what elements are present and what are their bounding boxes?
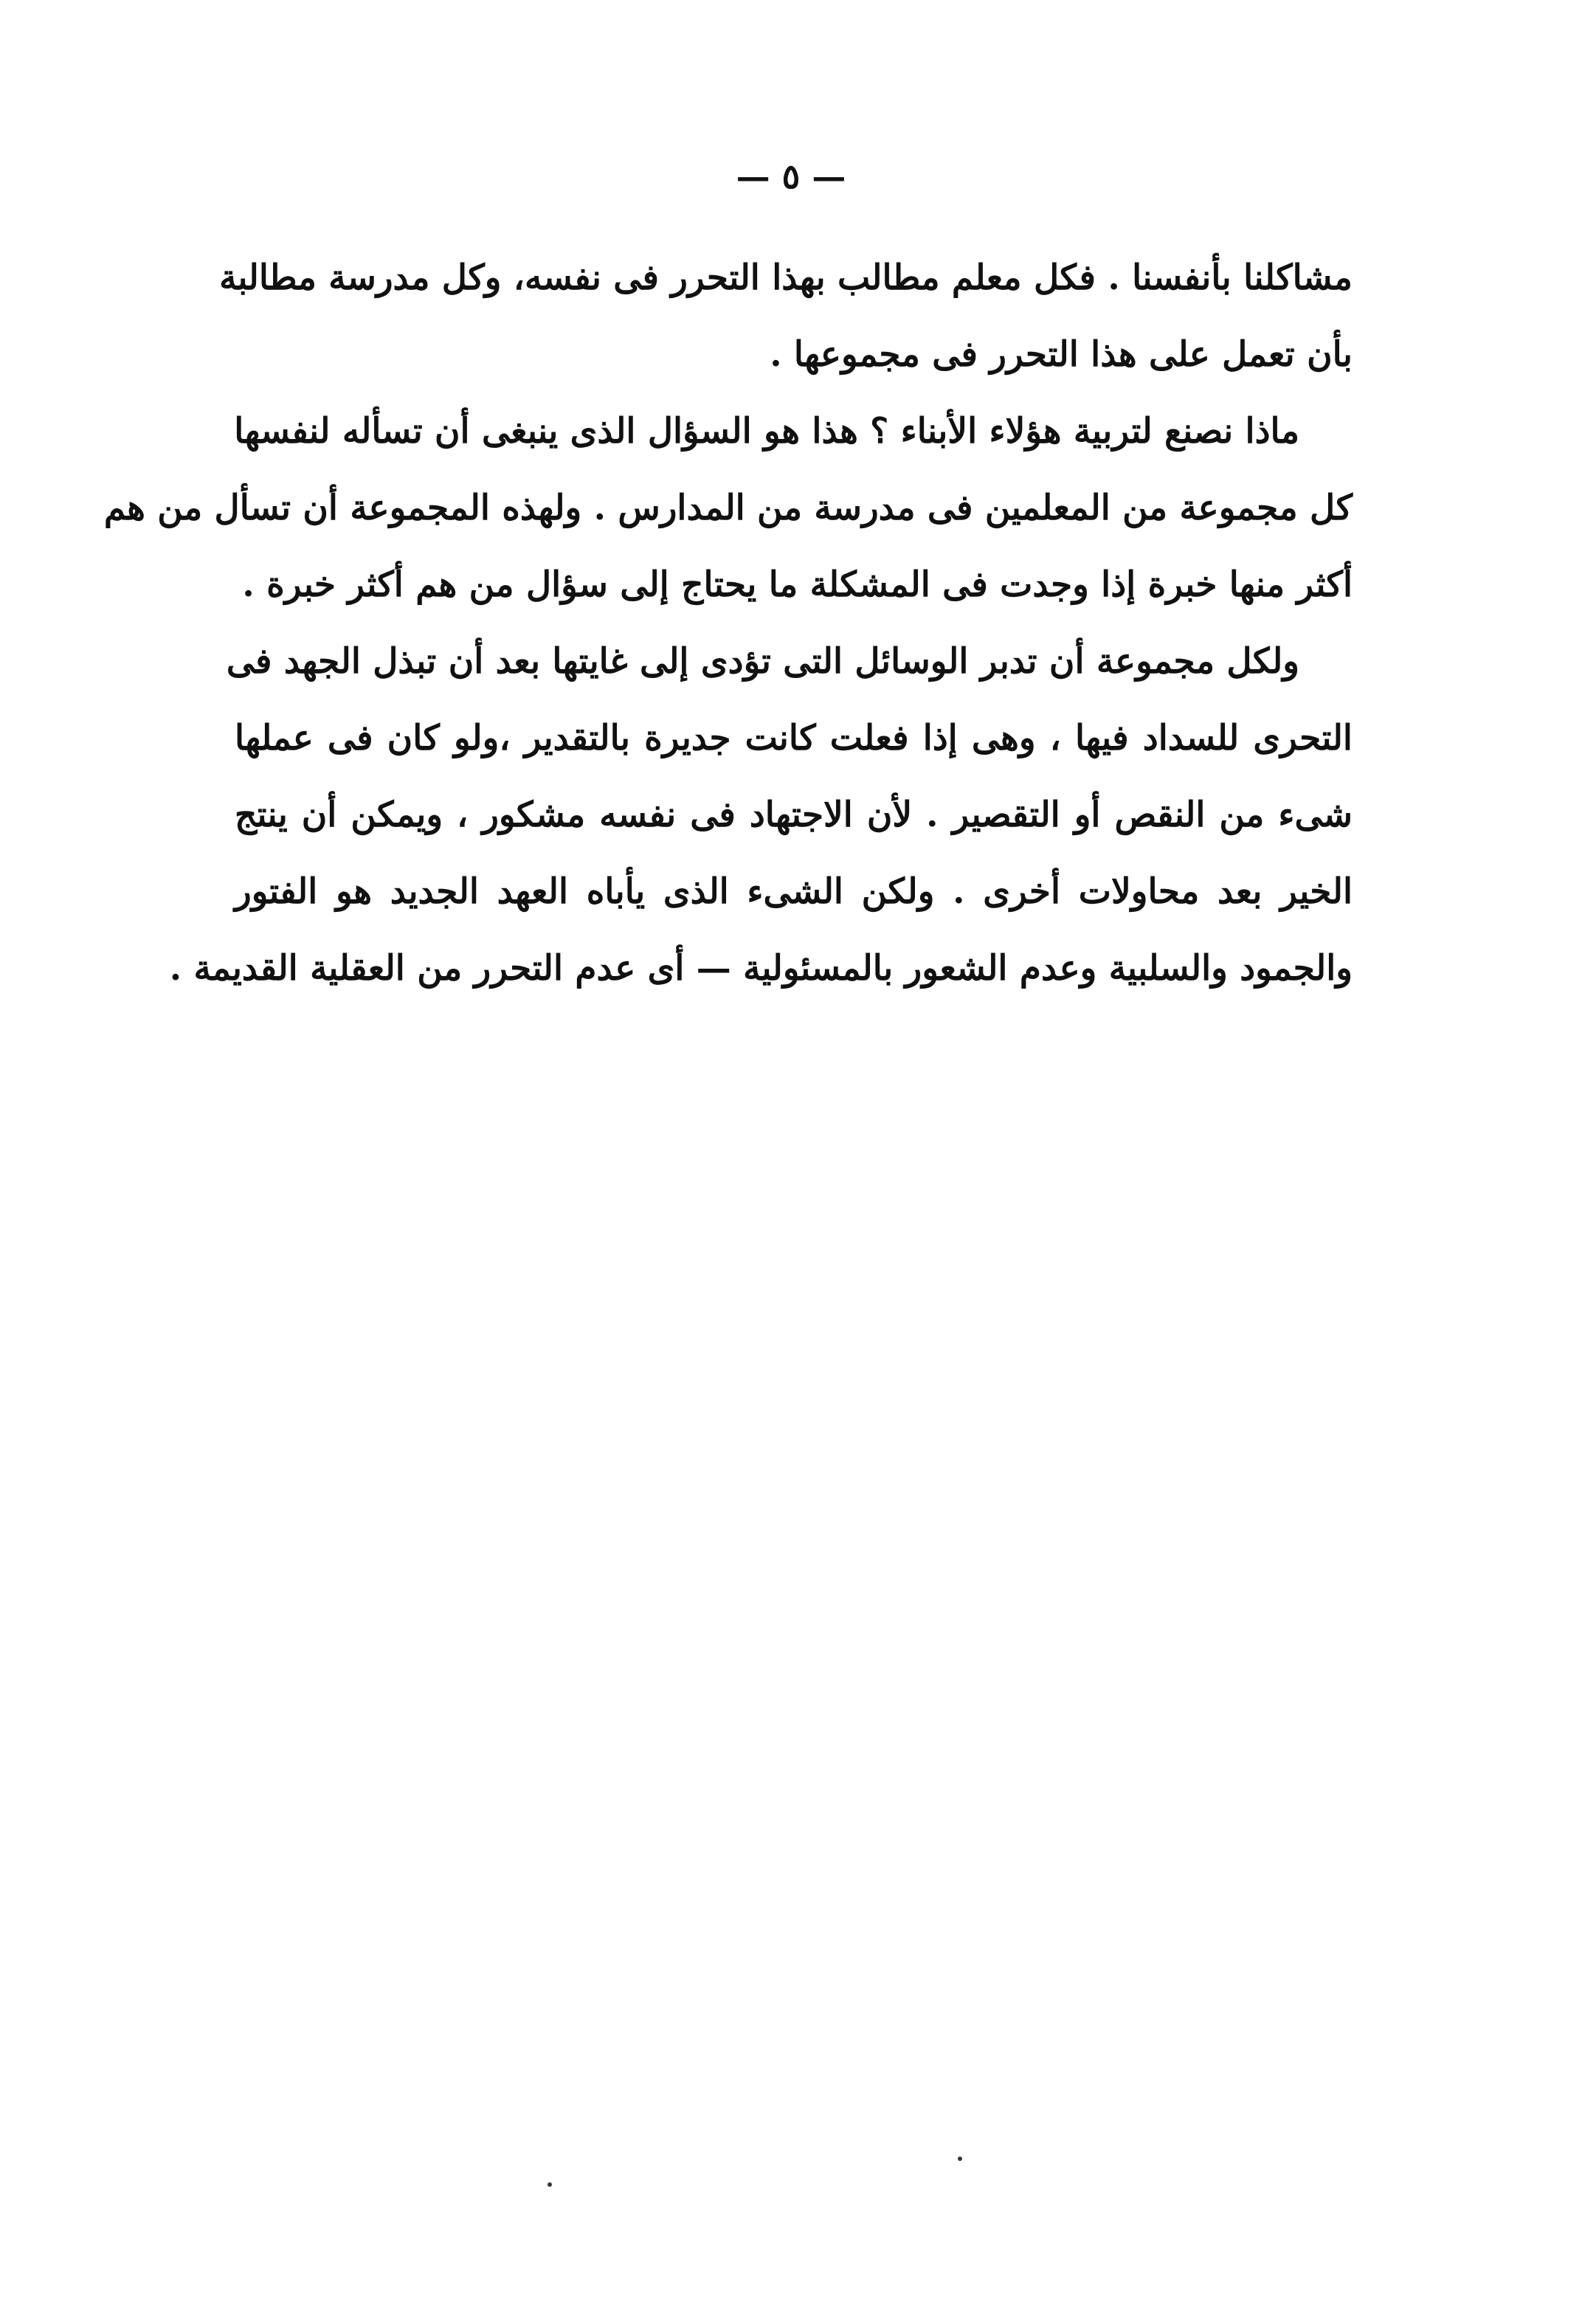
paragraph-3: [169, 623, 1353, 1007]
paragraph-2: [103, 393, 1353, 623]
text-line: شىء من النقص أو التقصير . لأن الاجتهاد فى نفسه مشكور ، ويمكن أن ينتج: [235, 795, 1353, 835]
scan-speck: [958, 2157, 962, 2161]
text-line: والجمود والسلبية وعدم الشعور بالمسئولية — أى عدم التحرر من العقلية القديمة .: [169, 948, 1353, 989]
text-line: أكثر منها خبرة إذا وجدت فى المشكلة ما يحتاج إلى سؤال من هم أكثر خبرة .: [242, 564, 1353, 605]
text-line: الخير بعد محاولات أخرى . ولكن الشىء الذى يأباه العهد الجديد هو الفتور: [235, 871, 1353, 912]
text-line: ماذا نصنع لتربية هؤلاء الأبناء ؟ هذا هو السؤال الذى ينبغى أن تسأله لنفسها: [234, 411, 1299, 452]
text-line: التحرى للسداد فيها ، وهى إذا فعلت كانت جديرة بالتقدير ،ولو كان فى عملها: [235, 718, 1353, 758]
text-line: كل مجموعة من المعلمين فى مدرسة من المدارس . ولهذه المجموعة أن تسأل من هم: [103, 488, 1353, 528]
paragraph-1: [219, 240, 1353, 393]
text-line: ولكل مجموعة أن تدبر الوسائل التى تؤدى إلى غايتها بعد أن تبذل الجهد فى: [226, 641, 1299, 682]
text-line: مشاكلنا بأنفسنا . فكل معلم مطالب بهذا التحرر فى نفسه، وكل مدرسة مطالبة: [219, 257, 1353, 298]
text-line: بأن تعمل على هذا التحرر فى مجموعها .: [770, 334, 1353, 375]
page-number: — ٥ —: [736, 156, 846, 196]
body-text: [103, 240, 1353, 1007]
scan-speck: [548, 2182, 552, 2187]
